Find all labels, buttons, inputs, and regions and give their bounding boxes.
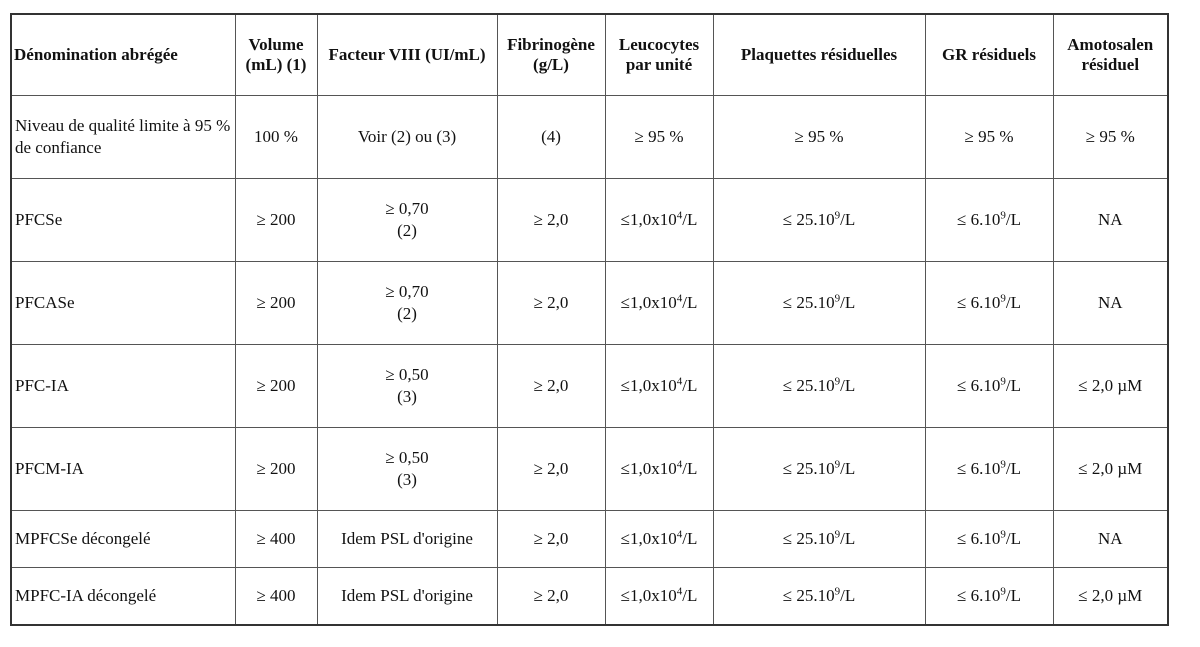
row-volume: ≥ 200 <box>235 428 317 511</box>
f8-value: ≥ 0,70 <box>385 282 429 301</box>
row-name: PFC-IA <box>11 345 235 428</box>
table-row <box>11 345 1168 428</box>
row-facteur-viii <box>317 179 497 262</box>
header-amotosalen: Amotosalen résiduel <box>1053 14 1168 96</box>
gr-base: ≤ 6.10 <box>957 293 1001 312</box>
quality-gr: ≥ 95 % <box>925 96 1053 179</box>
leuco-exponent: 4 <box>676 528 683 541</box>
leuco-unit: /L <box>682 459 698 478</box>
row-amotosalen: ≤ 2,0 µM <box>1053 568 1168 626</box>
table-row <box>11 179 1168 262</box>
gr-unit: /L <box>1005 529 1021 548</box>
row-volume: ≥ 400 <box>235 511 317 568</box>
plaq-unit: /L <box>840 293 856 312</box>
row-name: MPFC-IA décongelé <box>11 568 235 626</box>
leuco-base: ≤1,0x10 <box>620 529 677 548</box>
row-gr <box>925 428 1053 511</box>
quality-facteur-viii: Voir (2) ou (3) <box>317 96 497 179</box>
row-facteur-viii <box>317 511 497 568</box>
header-leucocytes: Leucocytes par unité <box>605 14 713 96</box>
row-volume: ≥ 200 <box>235 179 317 262</box>
leuco-base: ≤1,0x10 <box>620 376 677 395</box>
f8-value: Idem PSL d'origine <box>341 586 473 605</box>
row-gr <box>925 179 1053 262</box>
row-leucocytes <box>605 428 713 511</box>
plaq-exponent: 9 <box>834 585 841 598</box>
plaq-exponent: 9 <box>834 209 841 222</box>
row-amotosalen: NA <box>1053 262 1168 345</box>
row-plaquettes <box>713 568 925 626</box>
row-plaquettes <box>713 428 925 511</box>
plaq-exponent: 9 <box>834 375 841 388</box>
gr-unit: /L <box>1005 586 1021 605</box>
row-fibrinogene: ≥ 2,0 <box>497 428 605 511</box>
plaq-unit: /L <box>840 586 856 605</box>
leuco-unit: /L <box>682 376 698 395</box>
quality-row <box>11 96 1168 179</box>
row-amotosalen: ≤ 2,0 µM <box>1053 345 1168 428</box>
leuco-unit: /L <box>682 210 698 229</box>
row-leucocytes <box>605 179 713 262</box>
row-facteur-viii <box>317 345 497 428</box>
row-volume: ≥ 400 <box>235 568 317 626</box>
gr-exponent: 9 <box>1000 209 1006 222</box>
leuco-exponent: 4 <box>676 375 683 388</box>
f8-value: ≥ 0,50 <box>385 448 429 467</box>
row-facteur-viii <box>317 428 497 511</box>
table-row <box>11 262 1168 345</box>
plaq-base: ≤ 25.10 <box>782 459 835 478</box>
row-amotosalen: NA <box>1053 179 1168 262</box>
gr-exponent: 9 <box>1000 528 1006 541</box>
quality-leucocytes: ≥ 95 % <box>605 96 713 179</box>
plaq-base: ≤ 25.10 <box>782 210 835 229</box>
row-gr <box>925 262 1053 345</box>
row-leucocytes <box>605 345 713 428</box>
gr-base: ≤ 6.10 <box>957 459 1001 478</box>
row-fibrinogene: ≥ 2,0 <box>497 511 605 568</box>
table-row <box>11 428 1168 511</box>
row-name: MPFCSe décongelé <box>11 511 235 568</box>
quality-amotosalen: ≥ 95 % <box>1053 96 1168 179</box>
gr-unit: /L <box>1005 376 1021 395</box>
leuco-base: ≤1,0x10 <box>620 459 677 478</box>
leuco-exponent: 4 <box>676 292 683 305</box>
f8-value: ≥ 0,70 <box>385 199 429 218</box>
header-gr: GR résiduels <box>925 14 1053 96</box>
leuco-exponent: 4 <box>676 585 683 598</box>
f8-ref: (2) <box>397 304 417 323</box>
row-plaquettes <box>713 262 925 345</box>
row-facteur-viii <box>317 262 497 345</box>
plaq-base: ≤ 25.10 <box>782 376 835 395</box>
gr-unit: /L <box>1005 210 1021 229</box>
row-amotosalen: NA <box>1053 511 1168 568</box>
f8-ref: (2) <box>397 221 417 240</box>
plaq-base: ≤ 25.10 <box>782 293 835 312</box>
quality-plaquettes: ≥ 95 % <box>713 96 925 179</box>
leuco-unit: /L <box>682 586 698 605</box>
header-facteur-viii: Facteur VIII (UI/mL) <box>317 14 497 96</box>
specifications-table <box>10 13 1169 626</box>
header-volume: Volume (mL) (1) <box>235 14 317 96</box>
row-volume: ≥ 200 <box>235 345 317 428</box>
f8-value: Idem PSL d'origine <box>341 529 473 548</box>
row-facteur-viii <box>317 568 497 626</box>
plaq-exponent: 9 <box>834 458 841 471</box>
leuco-exponent: 4 <box>676 458 683 471</box>
row-volume: ≥ 200 <box>235 262 317 345</box>
quality-fibrinogene: (4) <box>497 96 605 179</box>
gr-exponent: 9 <box>1000 292 1006 305</box>
row-name: PFCASe <box>11 262 235 345</box>
row-gr <box>925 511 1053 568</box>
plaq-unit: /L <box>840 210 856 229</box>
plaq-exponent: 9 <box>834 292 841 305</box>
plaq-exponent: 9 <box>834 528 841 541</box>
table-row <box>11 511 1168 568</box>
row-fibrinogene: ≥ 2,0 <box>497 179 605 262</box>
row-leucocytes <box>605 511 713 568</box>
plaq-base: ≤ 25.10 <box>782 586 835 605</box>
row-plaquettes <box>713 511 925 568</box>
plaq-unit: /L <box>840 529 856 548</box>
row-fibrinogene: ≥ 2,0 <box>497 262 605 345</box>
header-denomination: Dénomination abrégée <box>11 14 235 96</box>
f8-value: ≥ 0,50 <box>385 365 429 384</box>
plaq-unit: /L <box>840 459 856 478</box>
gr-unit: /L <box>1005 459 1021 478</box>
gr-exponent: 9 <box>1000 375 1006 388</box>
row-leucocytes <box>605 262 713 345</box>
row-plaquettes <box>713 345 925 428</box>
leuco-base: ≤1,0x10 <box>620 293 677 312</box>
f8-ref: (3) <box>397 470 417 489</box>
table-row <box>11 568 1168 626</box>
gr-base: ≤ 6.10 <box>957 210 1001 229</box>
row-name: PFCM-IA <box>11 428 235 511</box>
gr-exponent: 9 <box>1000 585 1006 598</box>
row-gr <box>925 345 1053 428</box>
row-amotosalen: ≤ 2,0 µM <box>1053 428 1168 511</box>
gr-exponent: 9 <box>1000 458 1006 471</box>
leuco-base: ≤1,0x10 <box>620 210 677 229</box>
row-fibrinogene: ≥ 2,0 <box>497 568 605 626</box>
row-name: PFCSe <box>11 179 235 262</box>
f8-ref: (3) <box>397 387 417 406</box>
leuco-unit: /L <box>682 293 698 312</box>
header-row <box>11 14 1168 96</box>
quality-label: Niveau de qualité limite à 95 % de confiance <box>11 96 235 179</box>
row-leucocytes <box>605 568 713 626</box>
gr-base: ≤ 6.10 <box>957 376 1001 395</box>
quality-volume: 100 % <box>235 96 317 179</box>
leuco-unit: /L <box>682 529 698 548</box>
row-gr <box>925 568 1053 626</box>
row-fibrinogene: ≥ 2,0 <box>497 345 605 428</box>
header-plaquettes: Plaquettes résiduelles <box>713 14 925 96</box>
leuco-exponent: 4 <box>676 209 683 222</box>
gr-unit: /L <box>1005 293 1021 312</box>
row-plaquettes <box>713 179 925 262</box>
leuco-base: ≤1,0x10 <box>620 586 677 605</box>
gr-base: ≤ 6.10 <box>957 529 1001 548</box>
plaq-base: ≤ 25.10 <box>782 529 835 548</box>
gr-base: ≤ 6.10 <box>957 586 1001 605</box>
header-fibrinogene: Fibrinogène (g/L) <box>497 14 605 96</box>
plaq-unit: /L <box>840 376 856 395</box>
